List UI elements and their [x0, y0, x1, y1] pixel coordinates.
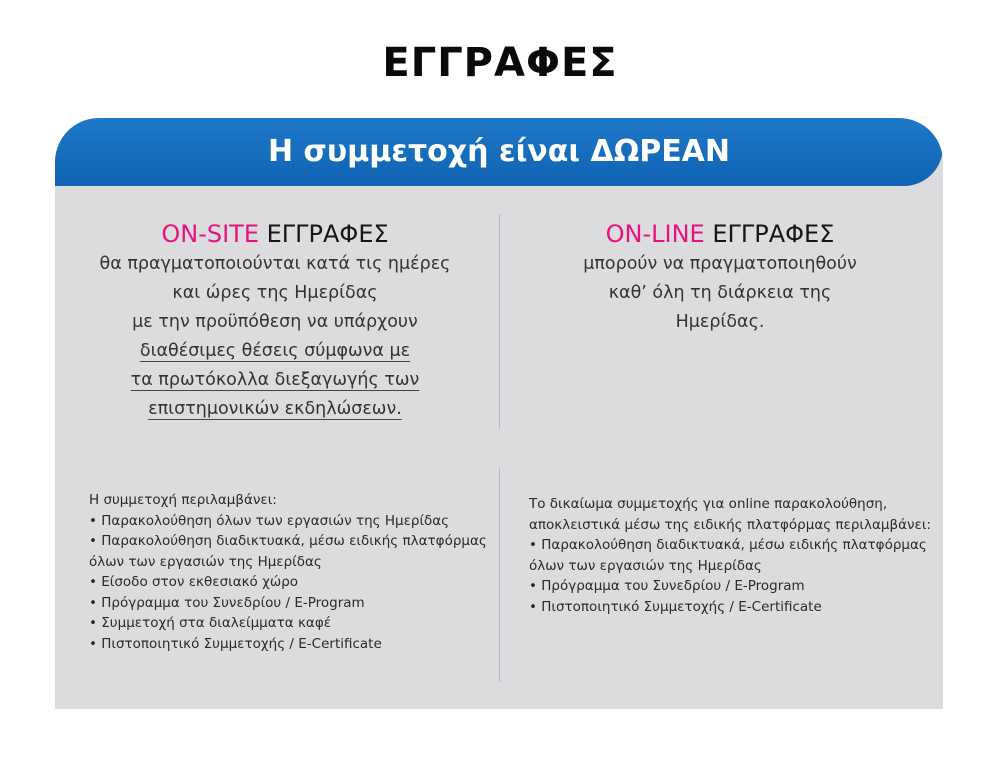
list-item: • Πρόγραμμα του Συνεδρίου / E-Program — [89, 593, 489, 614]
online-heading-highlight: ON-LINE — [605, 220, 705, 248]
onsite-heading — [65, 218, 485, 250]
list-item: • Παρακολούθηση όλων των εργασιών της Ημερίδας — [89, 511, 489, 532]
list-item: • Είσοδο στον εκθεσιακό χώρο — [89, 572, 489, 593]
onsite-desc-underlined-line: επιστημονικών εκδηλώσεων. — [148, 399, 402, 419]
list-item: • Πρόγραμμα του Συνεδρίου / E-Program — [529, 576, 939, 597]
list-item: • Πιστοποιητικό Συμμετοχής / E-Certificate — [529, 597, 939, 618]
onsite-desc-line: και ώρες της Ημερίδας — [172, 283, 378, 303]
list-item: • Συμμετοχή στα διαλείμματα καφέ — [89, 613, 489, 634]
column-divider-top — [499, 214, 500, 429]
free-participation-banner: Η συμμετοχή είναι ΔΩΡΕΑΝ — [55, 118, 943, 186]
column-divider-bottom — [499, 468, 500, 682]
onsite-includes-list — [89, 511, 489, 655]
online-includes-list — [529, 535, 939, 617]
online-includes-intro-line: Το δικαίωμα συμμετοχής για online παρακολούθηση, — [529, 496, 888, 512]
onsite-desc-underlined-line: διαθέσιμες θέσεις σύμφωνα με — [139, 341, 411, 361]
online-includes-intro-line: αποκλειστικά μέσω της ειδικής πλατφόρμας περιλαμβάνει: — [529, 516, 931, 533]
online-includes — [529, 494, 939, 617]
list-item-continuation: όλων των εργασιών της Ημερίδας — [529, 557, 762, 574]
onsite-heading-rest: ΕΓΓΡΑΦΕΣ — [266, 220, 389, 248]
registration-card — [55, 118, 943, 709]
onsite-includes-intro: Η συμμετοχή περιλαμβάνει: — [89, 492, 277, 508]
onsite-description — [65, 250, 485, 424]
list-item: • Πιστοποιητικό Συμμετοχής / E-Certificate — [89, 634, 489, 655]
online-section — [510, 218, 930, 337]
online-description — [510, 250, 930, 337]
onsite-desc-line: θα πραγματοποιούνται κατά τις ημέρες — [99, 254, 451, 274]
onsite-includes — [89, 490, 489, 654]
list-item-continuation: όλων των εργασιών της Ημερίδας — [89, 553, 322, 570]
list-item: • Παρακολούθηση διαδικτυακά, μέσω ειδικής πλατφόρμας — [529, 535, 939, 556]
onsite-desc-line: με την προϋπόθεση να υπάρχουν — [132, 312, 418, 332]
online-desc-line: Ημερίδας. — [675, 312, 765, 332]
onsite-desc-underlined-line: τα πρωτόκολλα διεξαγωγής των — [130, 370, 420, 390]
list-item: • Παρακολούθηση διαδικτυακά, μέσω ειδικής πλατφόρμας — [89, 531, 489, 552]
online-desc-line: μπορούν να πραγματοποιηθούν — [583, 254, 857, 274]
online-desc-line: καθ’ όλη τη διάρκεια της — [608, 283, 832, 303]
online-heading — [510, 218, 930, 250]
online-heading-rest: ΕΓΓΡΑΦΕΣ — [712, 220, 835, 248]
onsite-section — [65, 218, 485, 424]
onsite-heading-highlight: ON-SITE — [161, 220, 259, 248]
page-title: ΕΓΓΡΑΦΕΣ — [382, 40, 618, 86]
